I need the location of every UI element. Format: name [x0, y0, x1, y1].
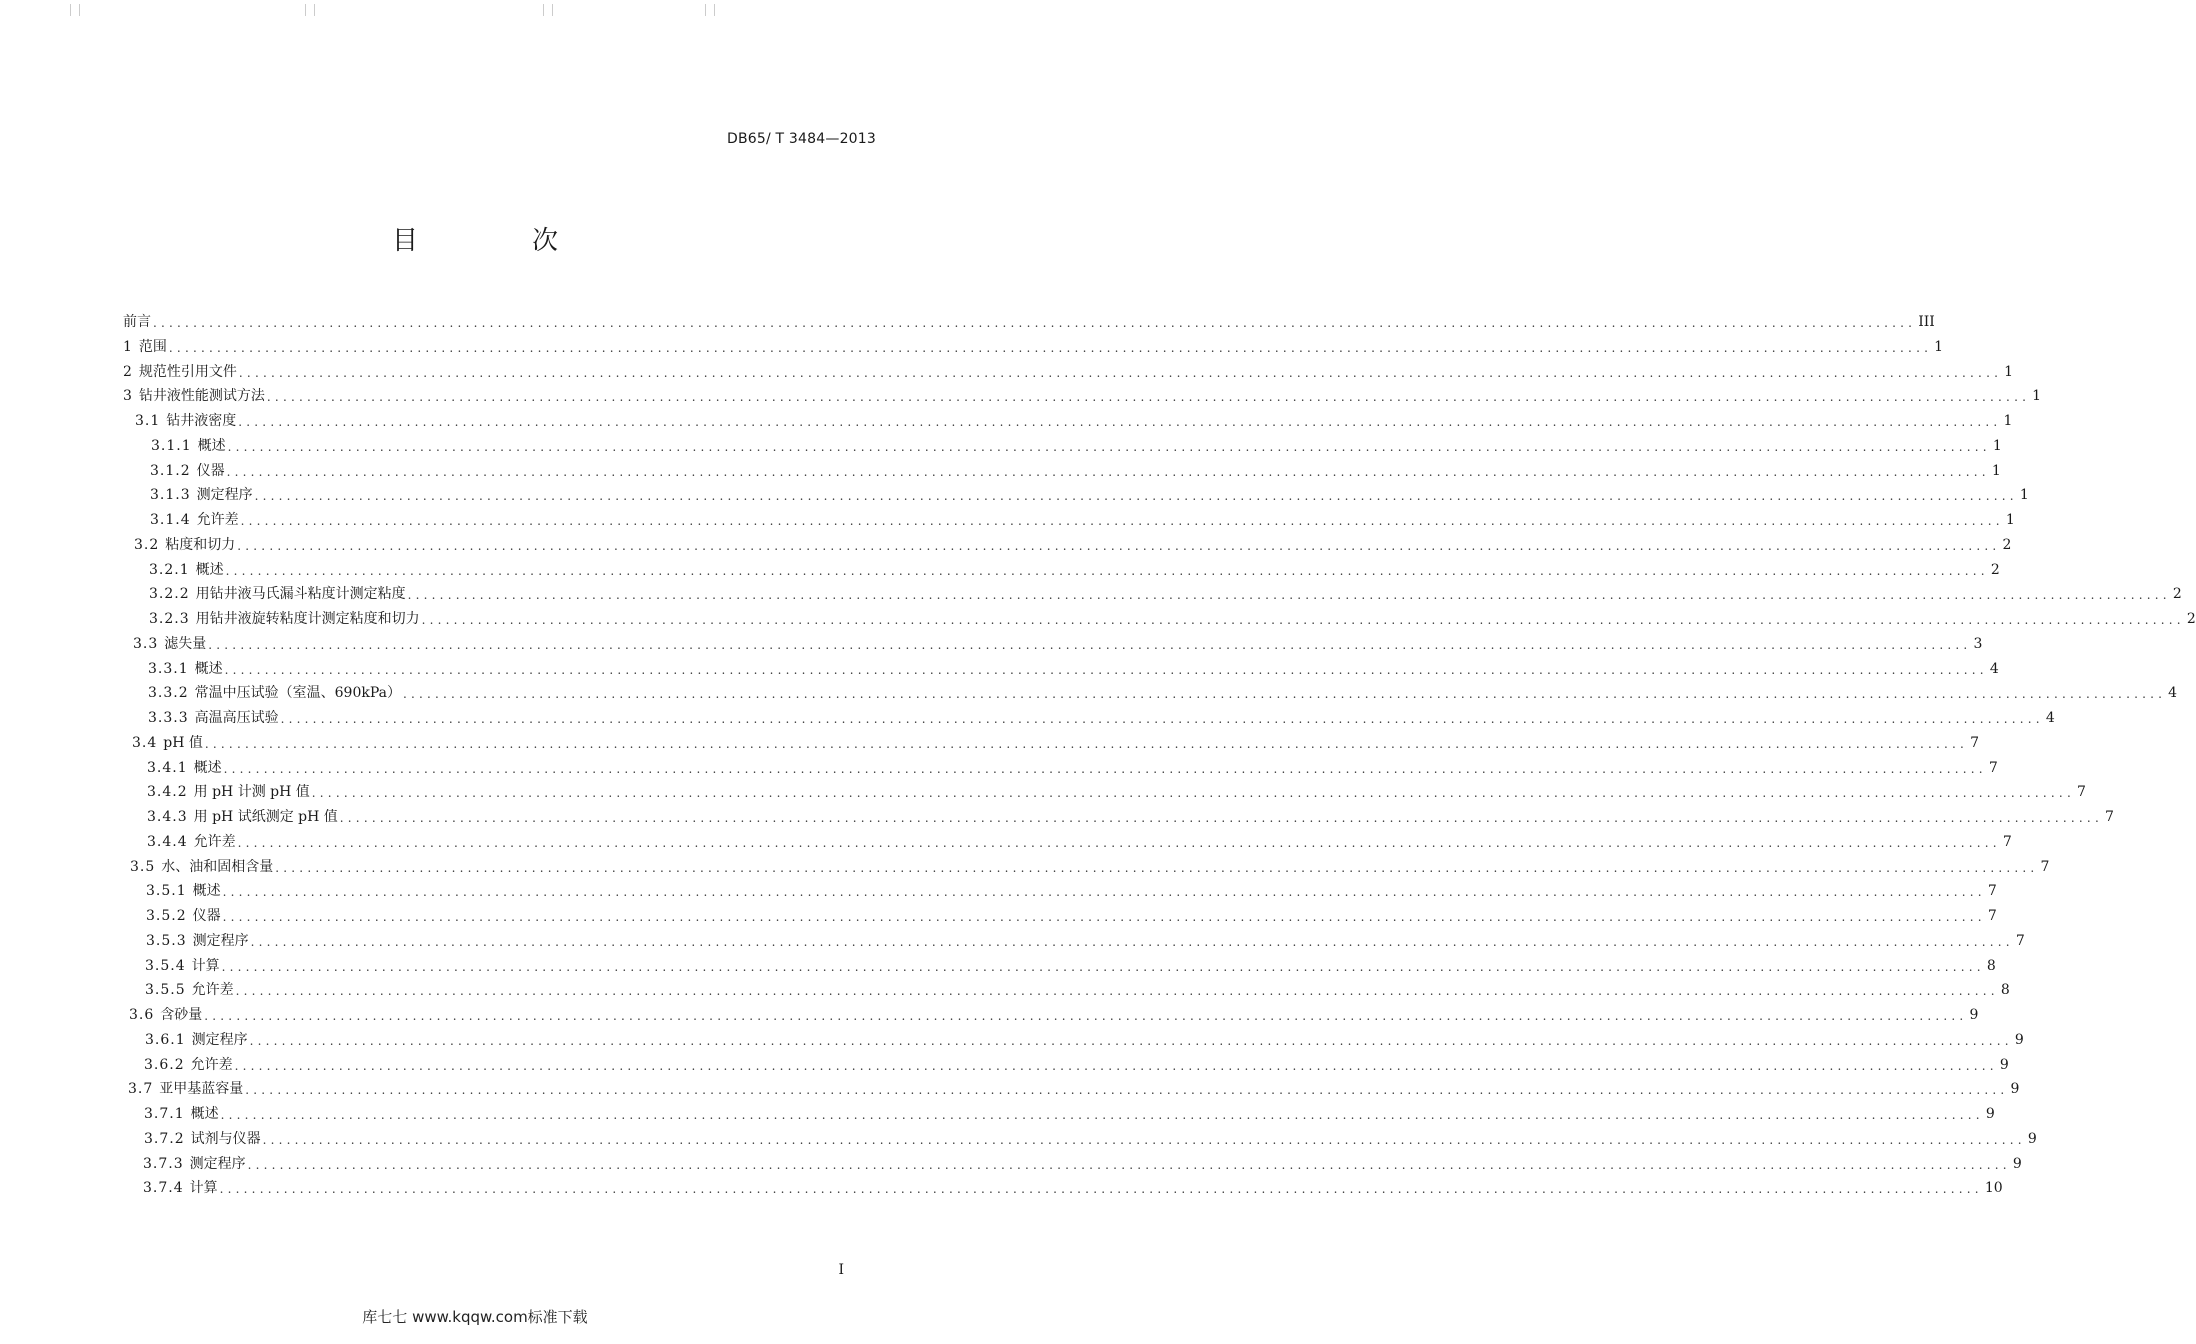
- toc-leader-dots: ............................................................................................................................................................................................................................: [402, 687, 2167, 701]
- toc-entry-page: 4: [2168, 685, 2178, 701]
- toc-entry-label: 钻井液性能测试方法: [138, 388, 265, 404]
- toc-entry-title: [148, 660, 225, 678]
- toc-entry-label: 水、油和固相含量: [161, 859, 274, 875]
- toc-entry-label: 允许差: [190, 1057, 233, 1073]
- toc-leader-dots: ............................................................................................................................................................................................................................: [240, 514, 2004, 528]
- toc-entry-page: 3: [1973, 636, 1983, 652]
- toc-entry-title: [123, 313, 153, 331]
- toc-entry-label: 用 pH 试纸测定 pH 值: [193, 809, 338, 825]
- toc-entry-label: 概述: [192, 883, 221, 899]
- toc-entry-title: [135, 412, 238, 430]
- toc-entry-title: [134, 536, 237, 554]
- toc-leader-dots: ............................................................................................................................................................................................................................: [221, 960, 1985, 974]
- toc-entry-page: III: [1918, 314, 1935, 330]
- toc-entry-page: 8: [1986, 958, 1996, 974]
- toc-entry-page: 7: [2015, 933, 2025, 949]
- toc-entry-page: 1: [1992, 438, 2002, 454]
- toc-entry-label: 允许差: [191, 982, 234, 998]
- toc-leader-dots: ............................................................................................................................................................................................................................: [224, 663, 1988, 677]
- toc-entry[interactable]: [123, 381, 2042, 405]
- toc-entry-number: 3.5.4: [145, 958, 186, 974]
- toc-entry-page: 9: [1969, 1007, 1979, 1023]
- toc-leader-dots: ............................................................................................................................................................................................................................: [339, 811, 2103, 825]
- toc-entry-title: [144, 1105, 221, 1123]
- toc-entry-page: 7: [2076, 784, 2086, 800]
- document-code: DB65/ T 3484—2013: [726, 131, 876, 147]
- toc-entry[interactable]: [147, 827, 2012, 851]
- toc-entry-page: 1: [2032, 388, 2042, 404]
- scan-artifact: [705, 4, 715, 16]
- toc-entry-title: [146, 932, 251, 950]
- toc-entry[interactable]: [144, 1099, 1995, 1123]
- toc-entry-number: 3.2.2: [149, 586, 190, 602]
- toc-entry-number: 3.7.4: [143, 1180, 184, 1196]
- toc-entry[interactable]: [123, 332, 1944, 356]
- toc-entry-label: 测定程序: [196, 487, 253, 503]
- toc-entry[interactable]: [148, 654, 1999, 678]
- toc-entry-title: [133, 635, 208, 653]
- toc-entry-title: [145, 1031, 250, 1049]
- toc-entry-title: [149, 561, 226, 579]
- toc-entry-number: 3.7: [128, 1081, 154, 1097]
- toc-entry-number: 3.4.2: [147, 784, 188, 800]
- toc-entry[interactable]: [151, 431, 2002, 455]
- toc-entry-title: [145, 981, 236, 999]
- toc-entry-title: [129, 1006, 204, 1024]
- toc-entry-label: 规范性引用文件: [138, 364, 237, 380]
- toc-entry-label: 前言: [123, 314, 151, 330]
- toc-entry-title: [147, 759, 224, 777]
- toc-entry-number: 3.4: [132, 735, 158, 751]
- toc-leader-dots: ............................................................................................................................................................................................................................: [311, 786, 2075, 800]
- toc-entry-title: [144, 1056, 235, 1074]
- toc-entry-page: 1: [2003, 413, 2013, 429]
- toc-entry-title: [143, 1179, 220, 1197]
- toc-entry-page: 9: [1985, 1106, 1995, 1122]
- toc-entry-number: 2: [123, 364, 133, 380]
- toc-entry[interactable]: [123, 307, 1935, 331]
- toc-leader-dots: ............................................................................................................................................................................................................................: [247, 1158, 2011, 1172]
- toc-entry-label: 仪器: [196, 463, 225, 479]
- toc-leader-dots: ............................................................................................................................................................................................................................: [226, 465, 1990, 479]
- toc-entry[interactable]: [130, 852, 2050, 876]
- toc-entry-page: 1: [1934, 339, 1944, 355]
- toc-entry-page: 9: [2027, 1131, 2037, 1147]
- toc-leader-dots: ............................................................................................................................................................................................................................: [245, 1083, 2009, 1097]
- toc-entry-title: [149, 585, 408, 603]
- toc-entry-title: [148, 684, 403, 702]
- toc-entry[interactable]: [128, 1074, 2020, 1098]
- toc-entry-title: [148, 709, 281, 727]
- toc-entry-label: 计算: [191, 958, 220, 974]
- toc-entry-page: 9: [1999, 1057, 2009, 1073]
- toc-entry-title: [146, 907, 223, 925]
- toc-leader-dots: ............................................................................................................................................................................................................................: [223, 762, 1987, 776]
- toc-leader-dots: ............................................................................................................................................................................................................................: [421, 613, 2185, 627]
- toc-entry-label: 试剂与仪器: [190, 1131, 261, 1147]
- toc-entry-page: 1: [2019, 487, 2029, 503]
- toc-entry-label: 亚甲基蓝容量: [159, 1081, 244, 1097]
- toc-entry-label: 常温中压试验（室温、690kPa）: [194, 685, 401, 701]
- toc-entry-page: 2: [2186, 611, 2196, 627]
- toc-entry-number: 3.7.2: [144, 1131, 185, 1147]
- toc-leader-dots: ............................................................................................................................................................................................................................: [275, 861, 2039, 875]
- toc-entry-page: 7: [1970, 735, 1979, 751]
- toc-leader-dots: ............................................................................................................................................................................................................................: [250, 935, 2014, 949]
- toc-entry-title: [150, 511, 241, 529]
- toc-entry[interactable]: [143, 1149, 2022, 1173]
- toc-leader-dots: ............................................................................................................................................................................................................................: [407, 588, 2171, 602]
- toc-entry[interactable]: [145, 951, 1996, 975]
- toc-entry-page: 4: [1989, 661, 1999, 677]
- toc-leader-dots: ............................................................................................................................................................................................................................: [204, 1009, 1968, 1023]
- toc-entry-number: 3.4.4: [147, 834, 188, 850]
- toc-entry-label: pH 值: [163, 735, 203, 751]
- toc-leader-dots: ............................................................................................................................................................................................................................: [237, 539, 2001, 553]
- toc-leader-dots: ............................................................................................................................................................................................................................: [280, 712, 2044, 726]
- toc-entry-number: 3.3.2: [148, 685, 189, 701]
- toc-leader-dots: ............................................................................................................................................................................................................................: [208, 638, 1972, 652]
- toc-entry[interactable]: [147, 777, 2086, 801]
- toc-entry-page: 7: [1988, 760, 1998, 776]
- toc-entry-label: 允许差: [193, 834, 236, 850]
- toc-leader-dots: ............................................................................................................................................................................................................................: [254, 489, 2018, 503]
- toc-entry-label: 概述: [195, 562, 224, 578]
- toc-entry-page: 7: [2040, 859, 2050, 875]
- toc-leader-dots: ............................................................................................................................................................................................................................: [262, 1133, 2026, 1147]
- toc-entry-number: 3.6.1: [145, 1032, 186, 1048]
- toc-leader-dots: ............................................................................................................................................................................................................................: [204, 737, 1969, 751]
- toc-entry[interactable]: [146, 926, 2025, 950]
- toc-entry-label: 高温高压试验: [194, 710, 279, 726]
- toc-entry-number: 3.2: [134, 537, 160, 553]
- toc-leader-dots: ............................................................................................................................................................................................................................: [220, 1108, 1984, 1122]
- toc-leader-dots: ............................................................................................................................................................................................................................: [222, 910, 1986, 924]
- toc-entry[interactable]: [148, 703, 2055, 727]
- toc-entry-number: 3.5.1: [146, 883, 187, 899]
- toc-entry-title: [145, 957, 222, 975]
- toc-entry[interactable]: [146, 876, 1997, 900]
- toc-entry[interactable]: [144, 1050, 2009, 1074]
- toc-entry-page: 2: [2172, 586, 2182, 602]
- toc-leader-dots: ............................................................................................................................................................................................................................: [234, 1059, 1998, 1073]
- toc-entry-number: 3.3: [133, 636, 159, 652]
- toc-entry[interactable]: [150, 505, 2015, 529]
- toc-entry-number: 3.5.5: [145, 982, 186, 998]
- toc-entry-number: 3.2.3: [149, 611, 190, 627]
- toc-entry-label: 概述: [190, 1106, 219, 1122]
- toc-entry-label: 允许差: [196, 512, 239, 528]
- toc-leader-dots: ............................................................................................................................................................................................................................: [238, 366, 2003, 380]
- page-number: I: [838, 1262, 844, 1278]
- toc-entry-title: [147, 783, 312, 801]
- toc-entry-page: 9: [2010, 1081, 2020, 1097]
- toc-entry-number: 3.4.1: [147, 760, 188, 776]
- toc-entry[interactable]: [133, 629, 1983, 653]
- toc-entry-page: 9: [2012, 1156, 2022, 1172]
- toc-entry-title: [144, 1130, 263, 1148]
- toc-entry[interactable]: [132, 728, 1979, 752]
- toc-leader-dots: ............................................................................................................................................................................................................................: [238, 415, 2002, 429]
- toc-entry[interactable]: [149, 555, 2000, 579]
- toc-entry-label: 含砂量: [160, 1007, 203, 1023]
- toc-entry-title: [128, 1080, 245, 1098]
- scan-artifact: [305, 4, 315, 16]
- toc-leader-dots: ............................................................................................................................................................................................................................: [225, 564, 1989, 578]
- toc-entry[interactable]: [129, 1000, 1979, 1024]
- toc-entry-label: 概述: [193, 760, 222, 776]
- toc-leader-dots: ............................................................................................................................................................................................................................: [237, 836, 2001, 850]
- toc-entry-number: 3: [123, 388, 133, 404]
- toc-entry-number: 3.1.2: [150, 463, 191, 479]
- toc-entry-number: 3.1.3: [150, 487, 191, 503]
- toc-entry-label: 范围: [138, 339, 167, 355]
- toc-entry-title: [150, 486, 255, 504]
- toc-leader-dots: ............................................................................................................................................................................................................................: [227, 440, 1991, 454]
- toc-entry[interactable]: [123, 357, 2014, 381]
- toc-entry-page: 2: [2002, 537, 2012, 553]
- toc-entry[interactable]: [145, 1025, 2024, 1049]
- toc-entry[interactable]: [150, 456, 2001, 480]
- toc-entry-title: [150, 462, 227, 480]
- toc-entry-label: 用钻井液马氏漏斗粘度计测定粘度: [195, 586, 406, 602]
- toc-entry-title: [123, 338, 169, 356]
- toc-entry-label: 计算: [189, 1180, 218, 1196]
- toc-entry-label: 概述: [197, 438, 226, 454]
- toc-leader-dots: ............................................................................................................................................................................................................................: [235, 984, 1999, 998]
- toc-entry-title: [123, 387, 267, 405]
- toc-leader-dots: ............................................................................................................................................................................................................................: [219, 1182, 1983, 1196]
- toc-entry-title: [151, 437, 228, 455]
- toc-entry-title: [147, 833, 238, 851]
- toc-entry-number: 3.7.3: [143, 1156, 184, 1172]
- toc-entry-label: 用钻井液旋转粘度计测定粘度和切力: [195, 611, 420, 627]
- toc-entry-number: 3.6: [129, 1007, 155, 1023]
- toc-entry-page: 1: [1991, 463, 2001, 479]
- toc-entry-number: 3.6.2: [144, 1057, 185, 1073]
- toc-entry-title: [132, 734, 205, 752]
- toc-entry-number: 3.2.1: [149, 562, 190, 578]
- toc-entry-title: [146, 882, 223, 900]
- toc-entry-page: 2: [1990, 562, 2000, 578]
- scan-artifact: [543, 4, 553, 16]
- toc-entry[interactable]: [145, 975, 2010, 999]
- toc-entry-number: 3.3.3: [148, 710, 189, 726]
- toc-entry-label: 粘度和切力: [165, 537, 236, 553]
- toc-entry[interactable]: [147, 753, 1998, 777]
- toc-leader-dots: ............................................................................................................................................................................................................................: [168, 341, 1933, 355]
- toc-entry-number: 3.5: [130, 859, 156, 875]
- toc-entry-page: 9: [2014, 1032, 2024, 1048]
- toc-entry-page: 7: [2002, 834, 2012, 850]
- toc-entry-number: 3.5.2: [146, 908, 187, 924]
- toc-entry-number: 1: [123, 339, 133, 355]
- toc-entry-page: 10: [1984, 1180, 2003, 1196]
- toc-entry-page: 7: [1987, 883, 1997, 899]
- toc-leader-dots: ............................................................................................................................................................................................................................: [153, 316, 1917, 330]
- toc-entry-label: 测定程序: [192, 933, 249, 949]
- toc-entry-number: 3.4.3: [147, 809, 188, 825]
- toc-entry-page: 1: [2005, 512, 2015, 528]
- toc-entry-number: 3.1: [135, 413, 161, 429]
- toc-entry[interactable]: [147, 802, 2114, 826]
- page-title: 目 次: [391, 226, 602, 256]
- toc-entry-number: 3.5.3: [146, 933, 187, 949]
- toc-entry-title: [123, 363, 239, 381]
- toc-entry-label: 仪器: [192, 908, 221, 924]
- toc-entry-label: 测定程序: [189, 1156, 246, 1172]
- toc-entry[interactable]: [146, 901, 1997, 925]
- toc-entry-label: 用 pH 计测 pH 值: [193, 784, 310, 800]
- scan-artifact: [70, 4, 80, 16]
- toc-entry[interactable]: [150, 480, 2029, 504]
- toc-entry[interactable]: [144, 1124, 2037, 1148]
- toc-entry[interactable]: [134, 530, 2012, 554]
- toc-entry[interactable]: [148, 678, 2178, 702]
- toc-entry-number: 3.7.1: [144, 1106, 185, 1122]
- toc-entry-number: 3.1.1: [151, 438, 192, 454]
- toc-entry-number: 3.1.4: [150, 512, 191, 528]
- toc-entry-label: 概述: [194, 661, 223, 677]
- toc-leader-dots: ............................................................................................................................................................................................................................: [222, 885, 1986, 899]
- toc-entry-title: [143, 1155, 248, 1173]
- toc-entry-label: 滤失量: [164, 636, 207, 652]
- watermark-text: 库七七 www.kqqw.com标准下载: [362, 1308, 588, 1326]
- toc-entry[interactable]: [149, 579, 2182, 603]
- toc-entry-page: 7: [2104, 809, 2114, 825]
- toc-entry-title: [130, 858, 275, 876]
- toc-leader-dots: ............................................................................................................................................................................................................................: [249, 1034, 2013, 1048]
- toc-entry-title: [147, 808, 340, 826]
- toc-entry-title: [149, 610, 422, 628]
- toc-entry-page: 1: [2004, 364, 2014, 380]
- toc-entry-page: 8: [2000, 982, 2010, 998]
- toc-entry-label: 测定程序: [191, 1032, 248, 1048]
- toc-entry-page: 4: [2045, 710, 2055, 726]
- toc-entry[interactable]: [149, 604, 2196, 628]
- toc-leader-dots: ............................................................................................................................................................................................................................: [266, 390, 2031, 404]
- toc-entry[interactable]: [143, 1173, 2003, 1197]
- toc-entry[interactable]: [135, 406, 2013, 430]
- toc-entry-label: 钻井液密度: [166, 413, 237, 429]
- toc-entry-number: 3.3.1: [148, 661, 189, 677]
- toc-entry-page: 7: [1987, 908, 1997, 924]
